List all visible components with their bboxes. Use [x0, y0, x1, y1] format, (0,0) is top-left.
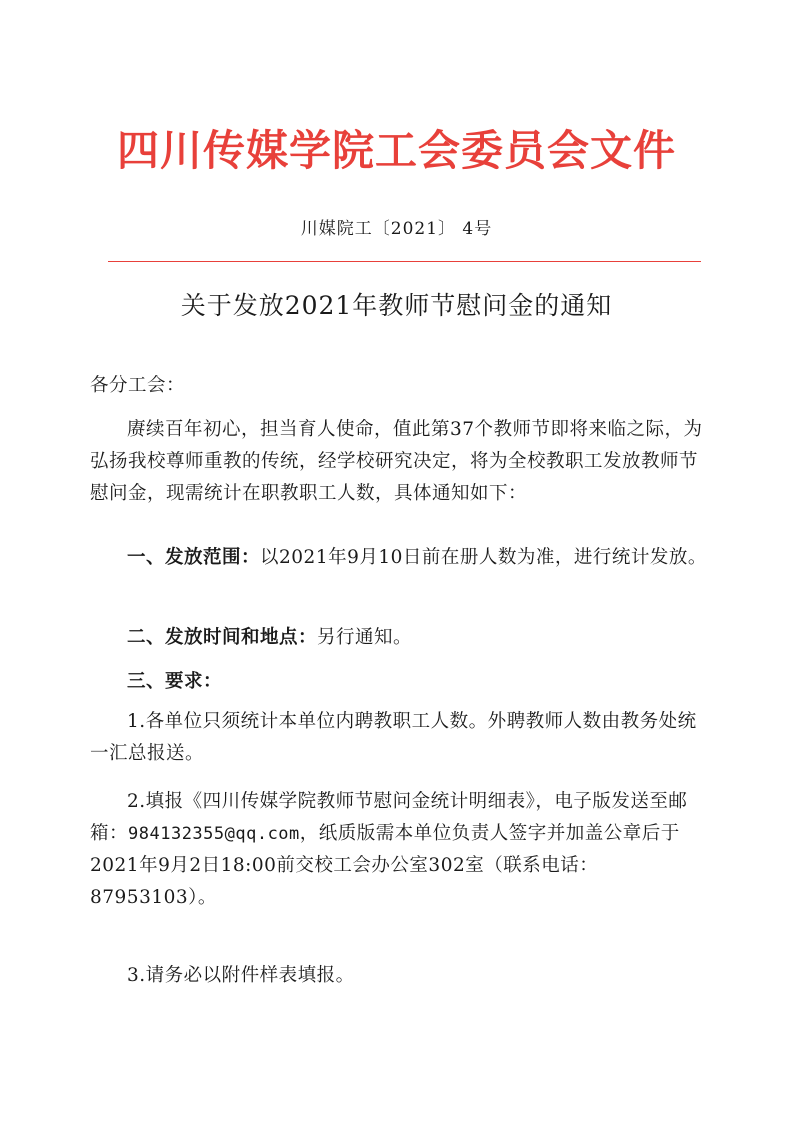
time-text: 另行通知。 — [317, 627, 413, 648]
requirement-1: 1.各单位只须统计本单位内聘教职工人数。外聘教师人数由教务处统一汇总报送。 — [90, 711, 697, 764]
scope-text: 以2021年9月10日前在册人数为准，进行统计发放。 — [260, 547, 707, 568]
requirement-2-text-a: 2.填报《四川传媒学院教师节慰问金统计明细表》，电子版发送至邮箱： — [90, 791, 688, 844]
scope-paragraph — [90, 542, 715, 574]
org-header-title: 四川传媒学院工会委员会文件 — [116, 126, 676, 175]
requirements-heading: 三、要求： — [127, 671, 223, 692]
document-number: 川媒院工〔2021〕 4号 — [300, 219, 493, 239]
requirement-2 — [90, 786, 715, 914]
scope-heading: 一、发放范围： — [127, 547, 261, 568]
header-divider — [108, 261, 701, 262]
submission-email: 984132355@qq.com — [128, 824, 300, 844]
notice-title: 关于发放2021年教师节慰问金的通知 — [180, 291, 613, 320]
time-heading: 二、发放时间和地点： — [127, 627, 318, 648]
intro-paragraph: 赓续百年初心，担当育人使命，值此第37个教师节即将来临之际，为弘扬我校尊师重教的传统，经学校研究决定，将为全校教职工发放教师节慰问金，现需统计在职教职工人数，具体通知如下： — [90, 419, 703, 504]
requirement-2-text-b: ，纸质版需本单位负责人签字并加盖公章后于2021年9月2日18:00前交校工会办公室302室（联系电话：87953103）。 — [90, 823, 680, 908]
requirement-3: 3.请务必以附件样表填报。 — [127, 965, 355, 986]
salutation: 各分工会： — [90, 375, 186, 396]
time-paragraph — [90, 622, 715, 654]
